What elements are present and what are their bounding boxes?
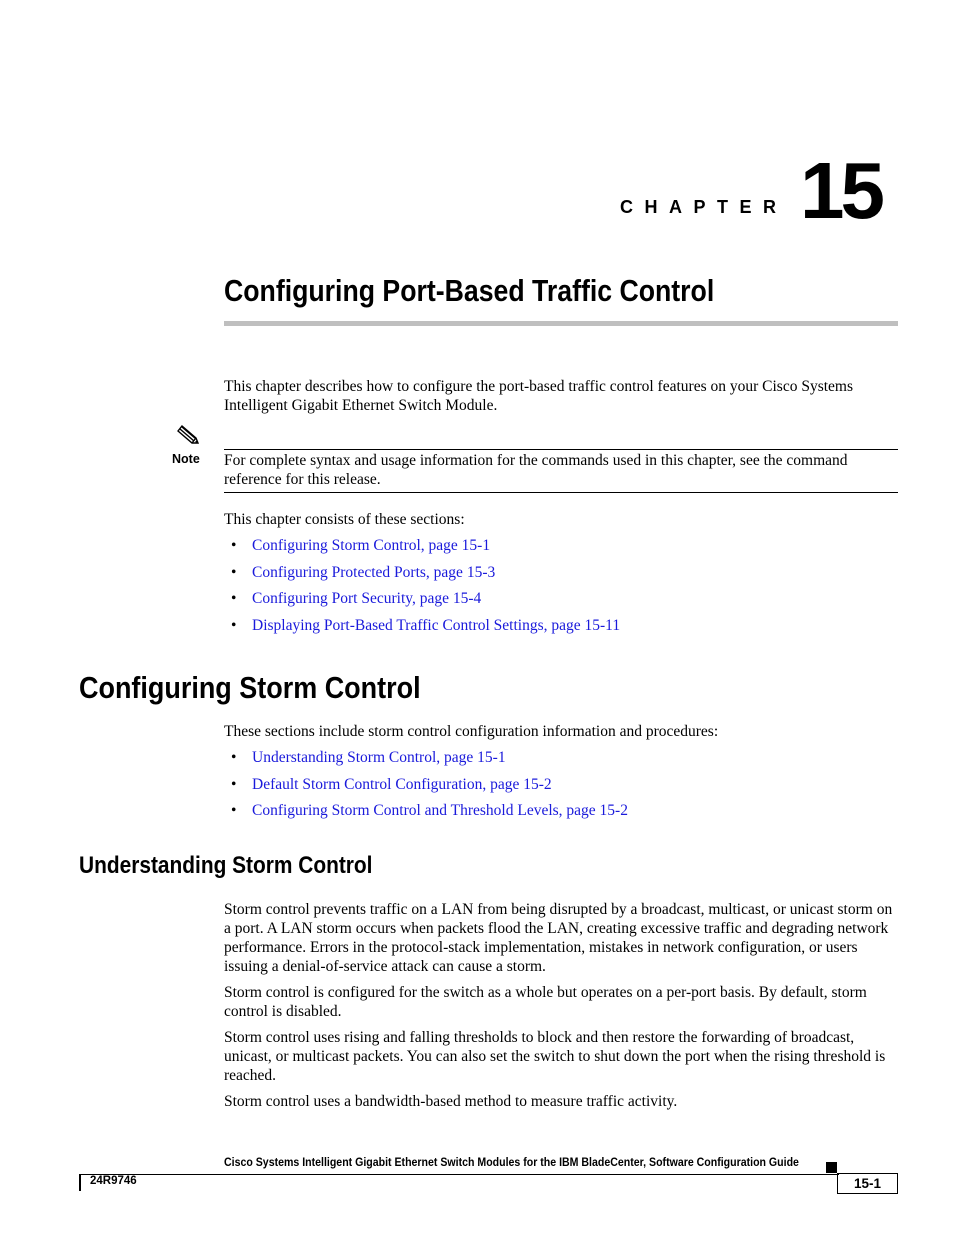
list-item bbox=[231, 589, 891, 616]
bullet-icon: • bbox=[231, 563, 237, 581]
storm-links-list bbox=[231, 748, 891, 828]
doc-number: 24R9746 bbox=[90, 1175, 137, 1187]
note-top-rule bbox=[224, 449, 898, 450]
storm-link[interactable]: Default Storm Control Configuration, page 15-2 bbox=[252, 775, 552, 793]
list-item bbox=[231, 563, 891, 590]
list-item bbox=[231, 801, 891, 828]
sections-list bbox=[231, 536, 891, 642]
footer-rule bbox=[79, 1174, 839, 1175]
page-title: Configuring Port-Based Traffic Control bbox=[224, 273, 715, 308]
list-item bbox=[231, 536, 891, 563]
footer-title: Cisco Systems Intelligent Gigabit Ethernet Switch Modules for the IBM BladeCenter, Software Configuration Guide bbox=[224, 1157, 799, 1169]
list-item bbox=[231, 748, 891, 775]
section-link[interactable]: Configuring Port Security, page 15-4 bbox=[252, 590, 482, 607]
bullet-icon: • bbox=[231, 616, 237, 634]
section-link[interactable]: Configuring Protected Ports, page 15-3 bbox=[252, 563, 496, 581]
bullet-icon: • bbox=[231, 749, 237, 766]
body-paragraph: Storm control is configured for the switch as a whole but operates on a per-port basis. By default, storm control is disabled. bbox=[224, 984, 867, 1020]
bullet-icon: • bbox=[231, 537, 237, 554]
storm-link[interactable]: Understanding Storm Control, page 15-1 bbox=[252, 749, 506, 766]
intro-paragraph: This chapter describes how to configure the port-based traffic control features on your Cisco Systems Intelligent Gigabit Ethernet Switch Module. bbox=[224, 378, 854, 414]
body-paragraph: Storm control uses a bandwidth-based method to measure traffic activity. bbox=[224, 1093, 678, 1110]
section-link[interactable]: Configuring Storm Control, page 15-1 bbox=[252, 537, 491, 554]
list-item bbox=[231, 775, 891, 802]
bullet-icon: • bbox=[231, 590, 237, 607]
section-heading: Configuring Storm Control bbox=[79, 670, 421, 705]
chapter-label: CHAPTER bbox=[620, 197, 788, 217]
note-text: For complete syntax and usage information for the commands used in this chapter, see the command reference for this release. bbox=[224, 452, 848, 488]
section-link[interactable]: Displaying Port-Based Traffic Control Settings, page 15-11 bbox=[252, 616, 621, 634]
footer-marker bbox=[826, 1162, 837, 1173]
note-label: Note bbox=[172, 452, 200, 466]
bullet-icon: • bbox=[231, 802, 237, 819]
subsection-heading: Understanding Storm Control bbox=[79, 852, 373, 879]
storm-intro: These sections include storm control configuration information and procedures: bbox=[224, 723, 719, 740]
body-paragraph: Storm control uses rising and falling thresholds to block and then restore the forwarding of broadcast, unicast, or multicast packets. You can also set the switch to shut down the port when the rising threshold is reached. bbox=[224, 1029, 886, 1084]
list-item bbox=[231, 616, 891, 643]
title-rule bbox=[224, 321, 898, 326]
bullet-icon: • bbox=[231, 775, 237, 793]
note-bottom-rule bbox=[224, 492, 898, 493]
pencil-icon bbox=[175, 425, 201, 447]
storm-link[interactable]: Configuring Storm Control and Threshold Levels, page 15-2 bbox=[252, 802, 628, 819]
sections-intro: This chapter consists of these sections: bbox=[224, 511, 465, 528]
page-number: 15-1 bbox=[837, 1173, 898, 1194]
footer-divider bbox=[79, 1174, 81, 1191]
chapter-number: 15 bbox=[800, 146, 881, 235]
body-paragraph: Storm control prevents traffic on a LAN from being disrupted by a broadcast, multicast, or unicast storm on a port. A LAN storm occurs when packets flood the LAN, creating excessive traffic and degrading network performance. Errors in the protocol-stack implementation, mistakes in network configuration, or users issuing a denial-of-service attack can cause a storm. bbox=[224, 901, 893, 975]
